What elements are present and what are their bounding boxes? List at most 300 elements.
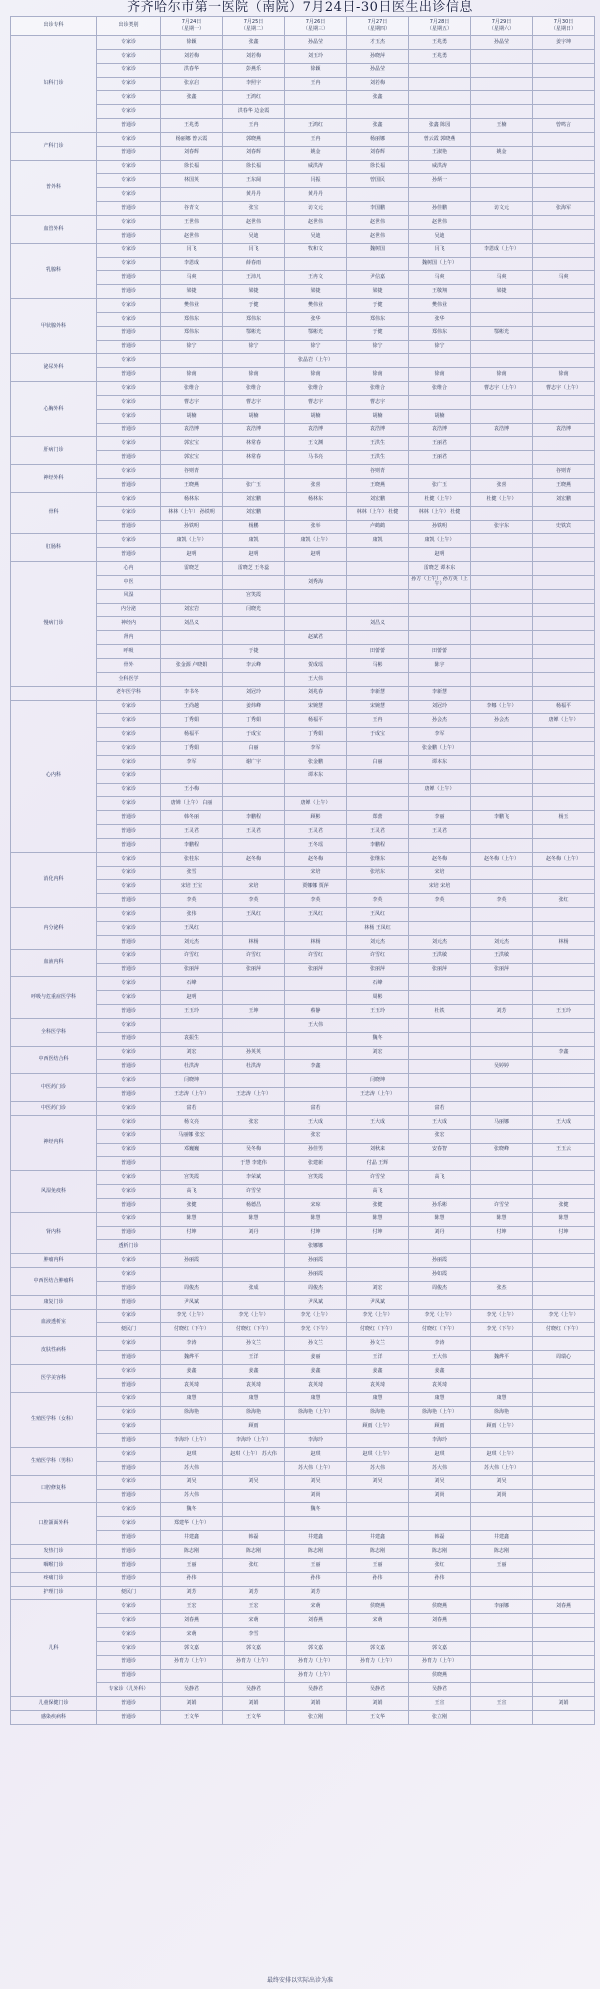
doctor-cell xyxy=(533,437,595,451)
clinic-type: 专家诊 xyxy=(97,382,161,396)
doctor-cell: 高飞 xyxy=(409,1171,471,1185)
doctor-cell: 康慧 xyxy=(161,1392,223,1406)
doctor-cell: 李光（上午） xyxy=(471,1309,533,1323)
doctor-cell xyxy=(471,534,533,548)
clinic-type: 普通诊 xyxy=(97,1655,161,1669)
table-row xyxy=(11,1212,595,1226)
doctor-cell xyxy=(409,1628,471,1642)
clinic-type: 普通诊 xyxy=(97,1060,161,1074)
doctor-cell: 陈慧 xyxy=(533,1212,595,1226)
doctor-cell xyxy=(533,1295,595,1309)
table-row xyxy=(11,908,595,922)
doctor-cell xyxy=(533,908,595,922)
doctor-cell: 孙方（上午） 孙方英（上午） xyxy=(409,575,471,589)
doctor-cell xyxy=(533,1337,595,1351)
doctor-cell: 王洪生 xyxy=(347,437,409,451)
header-day-date: 7月28日 xyxy=(429,19,450,25)
table-row xyxy=(11,271,595,285)
doctor-cell xyxy=(223,1503,285,1517)
table-row xyxy=(11,312,595,326)
doctor-cell: 许雪莹 xyxy=(471,1198,533,1212)
doctor-cell: 吴静君 xyxy=(285,1683,347,1697)
doctor-cell: 徐海艳 xyxy=(471,1406,533,1420)
doctor-cell xyxy=(471,1088,533,1102)
table-row xyxy=(11,1558,595,1572)
clinic-type: 骨外 xyxy=(97,658,161,672)
clinic-type: 普通诊 xyxy=(97,202,161,216)
doctor-cell xyxy=(347,1669,409,1683)
doctor-cell: 李雪 xyxy=(223,1628,285,1642)
doctor-cell: 才玉杰 xyxy=(347,36,409,50)
doctor-cell xyxy=(533,1641,595,1655)
doctor-cell xyxy=(285,257,347,271)
doctor-cell xyxy=(347,783,409,797)
table-row xyxy=(11,977,595,991)
doctor-cell: 宋萌 xyxy=(161,1628,223,1642)
doctor-cell xyxy=(223,977,285,991)
doctor-cell: 袁英琦 xyxy=(223,1378,285,1392)
header-day-weekday: （星期四） xyxy=(364,26,390,32)
doctor-cell: 王凤红 xyxy=(223,908,285,922)
doctor-cell: 于成宝 xyxy=(223,728,285,742)
doctor-cell: 侯晓燕 xyxy=(409,1669,471,1683)
doctor-cell: 郭晓燕 xyxy=(223,132,285,146)
table-row xyxy=(11,202,595,216)
clinic-type: 专家诊 xyxy=(97,977,161,991)
table-row xyxy=(11,451,595,465)
doctor-cell: 张海军 xyxy=(533,202,595,216)
doctor-cell: 孙丽霞 xyxy=(285,1268,347,1282)
doctor-cell: 陈志刚 xyxy=(223,1544,285,1558)
doctor-cell: 杨林东 xyxy=(285,492,347,506)
doctor-cell: 韩磊 xyxy=(409,1531,471,1545)
clinic-type: 内分泌 xyxy=(97,603,161,617)
doctor-cell: 宋萌 xyxy=(347,1614,409,1628)
clinic-type: 专家诊 xyxy=(97,188,161,202)
doctor-cell xyxy=(471,1434,533,1448)
clinic-type: 普通诊 xyxy=(97,479,161,493)
doctor-cell xyxy=(471,188,533,202)
table-row xyxy=(11,1171,595,1185)
doctor-cell xyxy=(471,769,533,783)
clinic-type: 专家诊 xyxy=(97,769,161,783)
doctor-cell: 徐颖 xyxy=(285,63,347,77)
table-row xyxy=(11,340,595,354)
doctor-cell xyxy=(471,672,533,686)
doctor-cell: 杨福平 xyxy=(161,728,223,742)
header-day-date: 7月30日 xyxy=(553,19,574,25)
doctor-cell: 张伟 xyxy=(161,908,223,922)
doctor-cell: 刘若梅 xyxy=(161,49,223,63)
doctor-cell: 付坤 xyxy=(161,1226,223,1240)
doctor-cell xyxy=(471,1628,533,1642)
doctor-cell xyxy=(409,1240,471,1254)
doctor-cell xyxy=(471,977,533,991)
clinic-type: 专家诊 xyxy=(97,354,161,368)
doctor-cell: 姜鑫 xyxy=(409,1365,471,1379)
doctor-cell xyxy=(161,188,223,202)
doctor-cell: 王玉云 xyxy=(533,1143,595,1157)
doctor-cell xyxy=(409,1074,471,1088)
doctor-cell: 赵琪 xyxy=(161,1448,223,1462)
doctor-cell: 宋婉慧 xyxy=(285,700,347,714)
clinic-type: 中医 xyxy=(97,575,161,589)
clinic-type: 专家诊 xyxy=(97,742,161,756)
doctor-cell xyxy=(471,1129,533,1143)
doctor-cell: 王玉玲 xyxy=(161,1005,223,1019)
doctor-cell xyxy=(533,1420,595,1434)
table-row xyxy=(11,409,595,423)
doctor-cell: 陈慧 xyxy=(223,1212,285,1226)
doctor-cell: 闫飞 xyxy=(161,243,223,257)
doctor-cell xyxy=(285,1420,347,1434)
doctor-cell: 许雪红 xyxy=(223,949,285,963)
doctor-cell: 康凯（上午） xyxy=(409,534,471,548)
doctor-cell: 徐海艳 xyxy=(347,1406,409,1420)
doctor-cell xyxy=(533,783,595,797)
department-name: 消化内科 xyxy=(11,852,97,907)
doctor-cell: 张鑫 xyxy=(223,36,285,50)
doctor-cell: 付晓红（下午） xyxy=(223,1323,285,1337)
doctor-cell: 王洪敏 xyxy=(471,949,533,963)
doctor-cell: 徐宁 xyxy=(161,340,223,354)
doctor-cell: 马爽 xyxy=(533,271,595,285)
doctor-cell: 杨福平 xyxy=(285,714,347,728)
doctor-cell: 李海玲 xyxy=(285,1434,347,1448)
doctor-cell xyxy=(285,1046,347,1060)
clinic-type: 专家诊 xyxy=(97,91,161,105)
doctor-cell xyxy=(223,465,285,479)
doctor-cell xyxy=(471,1614,533,1628)
doctor-cell: 谭本东 xyxy=(285,769,347,783)
doctor-cell: 郑建华（上午） xyxy=(161,1517,223,1531)
table-row xyxy=(11,1434,595,1448)
doctor-cell: 王东阔 xyxy=(223,174,285,188)
doctor-cell xyxy=(347,880,409,894)
table-row xyxy=(11,811,595,825)
doctor-cell xyxy=(533,229,595,243)
department-name: 生殖医学科（男科） xyxy=(11,1448,97,1476)
doctor-cell: 访文元 xyxy=(471,202,533,216)
doctor-cell: 樊伟业 xyxy=(409,299,471,313)
doctor-cell: 徐长福 xyxy=(223,160,285,174)
clinic-type: 普通诊 xyxy=(97,963,161,977)
table-row xyxy=(11,589,595,603)
doctor-cell xyxy=(533,1628,595,1642)
doctor-cell: 苏大伟 xyxy=(409,1461,471,1475)
doctor-cell: 于健 xyxy=(223,299,285,313)
table-row xyxy=(11,1531,595,1545)
doctor-cell: 王丽 xyxy=(285,1558,347,1572)
clinic-type: 专家诊 xyxy=(97,257,161,271)
clinic-type: 专家诊 xyxy=(97,1212,161,1226)
doctor-cell xyxy=(223,1572,285,1586)
doctor-cell: 付坤 xyxy=(471,1226,533,1240)
doctor-cell: 刘娟 xyxy=(285,1697,347,1711)
doctor-cell: 赵世伟 xyxy=(285,215,347,229)
table-row xyxy=(11,880,595,894)
doctor-cell xyxy=(347,1240,409,1254)
doctor-cell: 刘昌义 xyxy=(161,617,223,631)
doctor-cell xyxy=(533,1558,595,1572)
doctor-cell: 付晓红（下午） xyxy=(161,1323,223,1337)
doctor-cell xyxy=(533,1544,595,1558)
department-name: 泌尿外科 xyxy=(11,354,97,382)
doctor-cell: 康慧 xyxy=(285,1392,347,1406)
table-row xyxy=(11,215,595,229)
doctor-cell: 王灵君 xyxy=(409,825,471,839)
clinic-type: 专家诊 xyxy=(97,1143,161,1157)
doctor-cell: 杨福平 xyxy=(533,700,595,714)
doctor-cell: 付坤 xyxy=(347,1226,409,1240)
doctor-cell: 张红 xyxy=(409,1558,471,1572)
table-row xyxy=(11,506,595,520)
doctor-cell: 孙炳一 xyxy=(409,174,471,188)
doctor-cell xyxy=(161,631,223,645)
doctor-cell: 张举 xyxy=(285,520,347,534)
doctor-cell: 胡楠 xyxy=(223,409,285,423)
doctor-cell: 马彬 xyxy=(347,658,409,672)
department-name: 儿童保健门诊 xyxy=(11,1697,97,1711)
doctor-cell: 马书亮 xyxy=(285,451,347,465)
doctor-cell xyxy=(533,77,595,91)
doctor-cell xyxy=(471,409,533,423)
doctor-cell xyxy=(347,603,409,617)
clinic-type: 普通诊 xyxy=(97,368,161,382)
doctor-cell: 徐南 xyxy=(471,368,533,382)
doctor-cell xyxy=(533,1281,595,1295)
clinic-type: 专家诊 xyxy=(97,1254,161,1268)
doctor-cell xyxy=(471,908,533,922)
doctor-cell: 丁秀娟 xyxy=(161,714,223,728)
doctor-cell: 杨玉 xyxy=(533,811,595,825)
doctor-cell: 赵明 xyxy=(285,548,347,562)
doctor-cell: 郑伟东 xyxy=(161,312,223,326)
doctor-cell: 王丽君 xyxy=(409,451,471,465)
doctor-cell: 孙育力（上午） xyxy=(409,1655,471,1669)
doctor-cell: 王大成 xyxy=(533,1115,595,1129)
doctor-cell xyxy=(223,1074,285,1088)
doctor-cell: 孙育力（上午） xyxy=(223,1655,285,1669)
doctor-cell: 郭文嘉 xyxy=(285,1641,347,1655)
doctor-cell xyxy=(533,755,595,769)
doctor-cell xyxy=(471,783,533,797)
department-name: 儿科 xyxy=(11,1600,97,1697)
doctor-cell: 王冉 xyxy=(223,119,285,133)
doctor-cell: 张宝 xyxy=(223,202,285,216)
doctor-cell: 李海玲（上午） xyxy=(161,1434,223,1448)
doctor-cell: 王兆勇 xyxy=(161,119,223,133)
doctor-cell: 丁秀娟 xyxy=(223,714,285,728)
department-name: 医学美容科 xyxy=(11,1365,97,1393)
doctor-cell: 周彬 xyxy=(347,991,409,1005)
doctor-cell: 王兆勇 xyxy=(409,49,471,63)
header-day-weekday: （星期六） xyxy=(488,26,514,32)
doctor-cell: 胡楠 xyxy=(161,409,223,423)
clinic-type: 普通诊 xyxy=(97,1226,161,1240)
doctor-cell: 王丽君 xyxy=(409,437,471,451)
doctor-cell: 刘芳 xyxy=(161,1586,223,1600)
doctor-cell: 赵世伟 xyxy=(409,215,471,229)
doctor-cell: 苏大伟 xyxy=(347,1461,409,1475)
table-row xyxy=(11,479,595,493)
doctor-cell: 胡楠 xyxy=(285,409,347,423)
doctor-cell: 张建新 xyxy=(285,1157,347,1171)
doctor-cell: 林杨 xyxy=(533,935,595,949)
table-row xyxy=(11,1475,595,1489)
doctor-cell xyxy=(223,783,285,797)
table-row xyxy=(11,1143,595,1157)
table-row xyxy=(11,1503,595,1517)
doctor-cell xyxy=(347,1060,409,1074)
doctor-cell: 张华 xyxy=(409,312,471,326)
clinic-type: 专家诊 xyxy=(97,49,161,63)
doctor-cell: 牧和文 xyxy=(285,243,347,257)
doctor-cell: 王灵君 xyxy=(285,825,347,839)
doctor-cell xyxy=(161,769,223,783)
doctor-cell: 张丽萍 xyxy=(161,963,223,977)
doctor-cell: 刘春辉 xyxy=(161,146,223,160)
table-row xyxy=(11,354,595,368)
doctor-cell: 王丽 xyxy=(347,1558,409,1572)
doctor-cell xyxy=(533,769,595,783)
doctor-cell xyxy=(471,1641,533,1655)
table-row xyxy=(11,188,595,202)
clinic-type: 普通诊 xyxy=(97,271,161,285)
doctor-cell: 刘宏鹏 xyxy=(223,506,285,520)
doctor-cell: 王冉 xyxy=(285,77,347,91)
table-row xyxy=(11,119,595,133)
doctor-cell xyxy=(533,1572,595,1586)
clinic-type: 普通诊 xyxy=(97,1434,161,1448)
doctor-cell xyxy=(533,1268,595,1282)
doctor-cell: 魏树国（上午） xyxy=(409,257,471,271)
clinic-type: 专家诊 xyxy=(97,1406,161,1420)
doctor-cell xyxy=(471,686,533,700)
doctor-cell: 张健 xyxy=(347,1198,409,1212)
clinic-type: 普通诊 xyxy=(97,1711,161,1725)
doctor-cell: 于成宝 xyxy=(347,728,409,742)
clinic-type: 专家诊 xyxy=(97,700,161,714)
doctor-cell: 魏烨平 xyxy=(471,1351,533,1365)
doctor-cell: 陈慧 xyxy=(471,1212,533,1226)
doctor-cell: 付晓红（下午） xyxy=(533,1323,595,1337)
table-row xyxy=(11,243,595,257)
doctor-cell xyxy=(409,1586,471,1600)
clinic-type: 专家诊 xyxy=(97,243,161,257)
doctor-cell xyxy=(533,1669,595,1683)
table-row xyxy=(11,1268,595,1282)
doctor-cell: 王鸿红 xyxy=(285,119,347,133)
doctor-cell: 张培东 xyxy=(347,866,409,880)
doctor-cell: 徐宁 xyxy=(347,340,409,354)
clinic-type: 专家诊 xyxy=(97,728,161,742)
doctor-cell xyxy=(471,1503,533,1517)
doctor-cell: 郭宏宝 xyxy=(161,451,223,465)
doctor-cell: 王洋 xyxy=(223,1351,285,1365)
doctor-cell: 赵冬梅 xyxy=(285,852,347,866)
doctor-cell: 刘吴 xyxy=(471,1475,533,1489)
doctor-cell: 李英 xyxy=(347,894,409,908)
clinic-type: 普通诊 xyxy=(97,1295,161,1309)
clinic-type: 专家诊 xyxy=(97,852,161,866)
table-row xyxy=(11,963,595,977)
doctor-cell: 卢鹤鹤 xyxy=(347,520,409,534)
doctor-cell xyxy=(409,188,471,202)
doctor-cell: 尹凤斌 xyxy=(285,1295,347,1309)
table-row xyxy=(11,1365,595,1379)
table-row xyxy=(11,326,595,340)
doctor-cell: 张维合 xyxy=(285,382,347,396)
clinic-type: 专家诊 xyxy=(97,1101,161,1115)
doctor-cell xyxy=(533,686,595,700)
doctor-cell xyxy=(533,506,595,520)
department-name: 心内科 xyxy=(11,700,97,852)
doctor-cell: 孙英英 xyxy=(223,1046,285,1060)
clinic-type: 专家诊 xyxy=(97,409,161,423)
clinic-type: 专家诊 xyxy=(97,132,161,146)
doctor-cell: 郑伟东 xyxy=(223,312,285,326)
doctor-cell xyxy=(347,354,409,368)
department-name: 感染疾病科 xyxy=(11,1711,97,1725)
doctor-cell xyxy=(223,797,285,811)
clinic-type: 专家诊 xyxy=(97,1074,161,1088)
department-name: 神经外科 xyxy=(11,465,97,493)
clinic-type: 专家诊（儿外科） xyxy=(97,1683,161,1697)
doctor-cell: 王沛凡 xyxy=(223,271,285,285)
table-row xyxy=(11,1420,595,1434)
doctor-cell: 刘宏鹏 xyxy=(223,492,285,506)
doctor-cell: 刘吴 xyxy=(161,1475,223,1489)
doctor-cell: 李光（下午） xyxy=(471,1323,533,1337)
doctor-cell: 王楠 xyxy=(471,119,533,133)
table-row xyxy=(11,1351,595,1365)
doctor-cell: 刘春辉 xyxy=(223,146,285,160)
doctor-cell xyxy=(533,562,595,576)
doctor-cell: 雷晓芝 xyxy=(161,562,223,576)
doctor-cell: 李娜（上午） xyxy=(471,700,533,714)
doctor-cell: 刘娟 xyxy=(161,1697,223,1711)
doctor-cell xyxy=(533,797,595,811)
doctor-cell xyxy=(409,1018,471,1032)
table-row xyxy=(11,1655,595,1669)
clinic-type: 普通诊 xyxy=(97,1461,161,1475)
doctor-cell xyxy=(223,991,285,1005)
doctor-cell: 孙育力（上午） xyxy=(285,1655,347,1669)
doctor-cell: 赵斌君 xyxy=(285,631,347,645)
doctor-cell: 曹志宇 xyxy=(285,395,347,409)
doctor-cell xyxy=(223,354,285,368)
table-row xyxy=(11,1600,595,1614)
doctor-cell xyxy=(533,1157,595,1171)
clinic-type: 普通诊 xyxy=(97,838,161,852)
doctor-cell: 张鑫 xyxy=(347,119,409,133)
doctor-cell: 杨丽娜 xyxy=(347,132,409,146)
doctor-cell: 刘尚 xyxy=(285,1489,347,1503)
doctor-cell: 丁秀娟 xyxy=(161,742,223,756)
department-name: 中西医结合科 xyxy=(11,1046,97,1074)
doctor-cell xyxy=(471,215,533,229)
clinic-type: 专家诊 xyxy=(97,1628,161,1642)
doctor-cell: 王冉 xyxy=(347,714,409,728)
doctor-cell: 郑伟东 xyxy=(161,326,223,340)
doctor-cell: 张杰 xyxy=(471,1281,533,1295)
doctor-cell: 姜鑫 xyxy=(347,1365,409,1379)
table-row xyxy=(11,91,595,105)
doctor-cell: 刘芳 xyxy=(223,1586,285,1600)
doctor-cell xyxy=(471,1157,533,1171)
doctor-cell: 鄂彬光 xyxy=(223,326,285,340)
